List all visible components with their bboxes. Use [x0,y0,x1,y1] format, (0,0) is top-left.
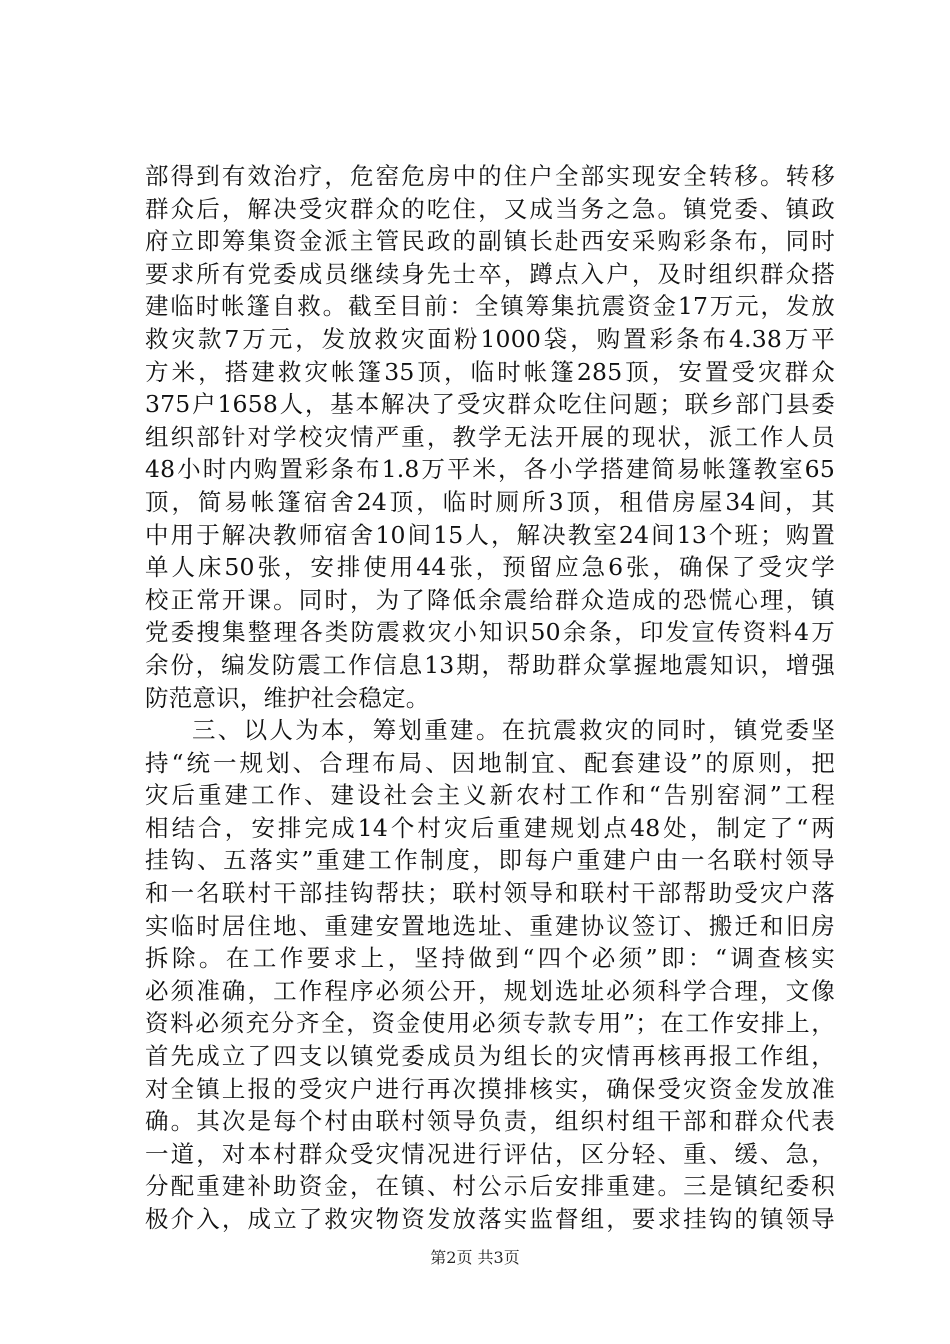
body-text [145,160,835,1236]
text-line: 党委搜集整理各类防震救灾小知识50余条，印发宣传资料4万 [145,618,835,647]
text-line: 一道，对本村群众受灾情况进行评估，区分轻、重、缓、急， [145,1139,835,1168]
text-line: 灾后重建工作、建设社会主义新农村工作和“告别窑洞”工程 [145,781,835,810]
text-line: 要求所有党委成员继续身先士卒，蹲点入户，及时组织群众搭 [145,259,835,288]
text-line: 首先成立了四支以镇党委成员为组长的灾情再核再报工作组， [145,1042,835,1071]
text-line: 建临时帐篷自救。截至目前：全镇筹集抗震资金17万元，发放 [145,292,835,321]
text-line: 确。其次是每个村由联村领导负责，组织村组干部和群众代表 [145,1107,835,1136]
text-line: 防范意识，维护社会稳定。 [145,683,430,712]
text-line: 部得到有效治疗，危窑危房中的住户全部实现安全转移。转移 [145,162,835,190]
text-line: 挂钩、五落实”重建工作制度，即每户重建户由一名联村领导 [145,846,835,875]
text-line: 对全镇上报的受灾户进行再次摸排核实，确保受灾资金发放准 [145,1074,835,1103]
text-line: 极介入，成立了救灾物资发放落实监督组，要求挂钩的镇领导 [145,1205,835,1233]
text-line: 校正常开课。同时，为了降低余震给群众造成的恐慌心理，镇 [145,585,835,614]
text-line: 群众后，解决受灾群众的吃住，又成当务之急。镇党委、镇政 [145,194,835,223]
text-line: 相结合，安排完成14个村灾后重建规划点48处，制定了“两 [145,813,835,842]
text-line: 中用于解决教师宿舍10间15人，解决教室24间13个班；购置 [145,520,835,549]
text-line: 方米，搭建救灾帐篷35顶，临时帐篷285顶，安置受灾群众 [145,357,835,386]
text-line: 单人床50张，安排使用44张，预留应急6张，确保了受灾学 [145,553,835,582]
text-line: 48小时内购置彩条布1.8万平米，各小学搭建简易帐篷教室65 [145,455,835,484]
page-number-footer: 第2页 共3页 [430,1248,520,1267]
text-line: 持“统一规划、合理布局、因地制宜、配套建设”的原则，把 [145,748,835,777]
text-line: 组织部针对学校灾情严重，教学无法开展的现状，派工作人员 [145,422,835,451]
text-line: 和一名联村干部挂钩帮扶；联村领导和联村干部帮助受灾户落 [145,879,835,908]
section-heading-line: 三、以人为本，筹划重建。在抗震救灾的同时，镇党委坚 [192,716,835,745]
text-line: 实临时居住地、重建安置地选址、重建协议签订、搬迁和旧房 [145,911,835,940]
text-line: 拆除。在工作要求上，坚持做到“四个必须”即：“调查核实 [145,944,835,973]
text-line: 资料必须充分齐全，资金使用必须专款专用”；在工作安排上， [145,1009,835,1038]
text-line: 府立即筹集资金派主管民政的副镇长赴西安采购彩条布，同时 [145,227,835,256]
text-line: 救灾款7万元，发放救灾面粉1000袋，购置彩条布4.38万平 [145,324,835,353]
text-line: 分配重建补助资金，在镇、村公示后安排重建。三是镇纪委积 [145,1172,835,1201]
text-line: 顶，简易帐篷宿舍24顶，临时厕所3顶，租借房屋34间，其 [145,487,835,516]
text-line: 必须准确，工作程序必须公开，规划选址必须科学合理，文像 [145,976,835,1005]
text-line: 余份，编发防震工作信息13期，帮助群众掌握地震知识，增强 [145,650,835,679]
text-line: 375户1658人，基本解决了受灾群众吃住问题；联乡部门县委 [145,390,835,419]
